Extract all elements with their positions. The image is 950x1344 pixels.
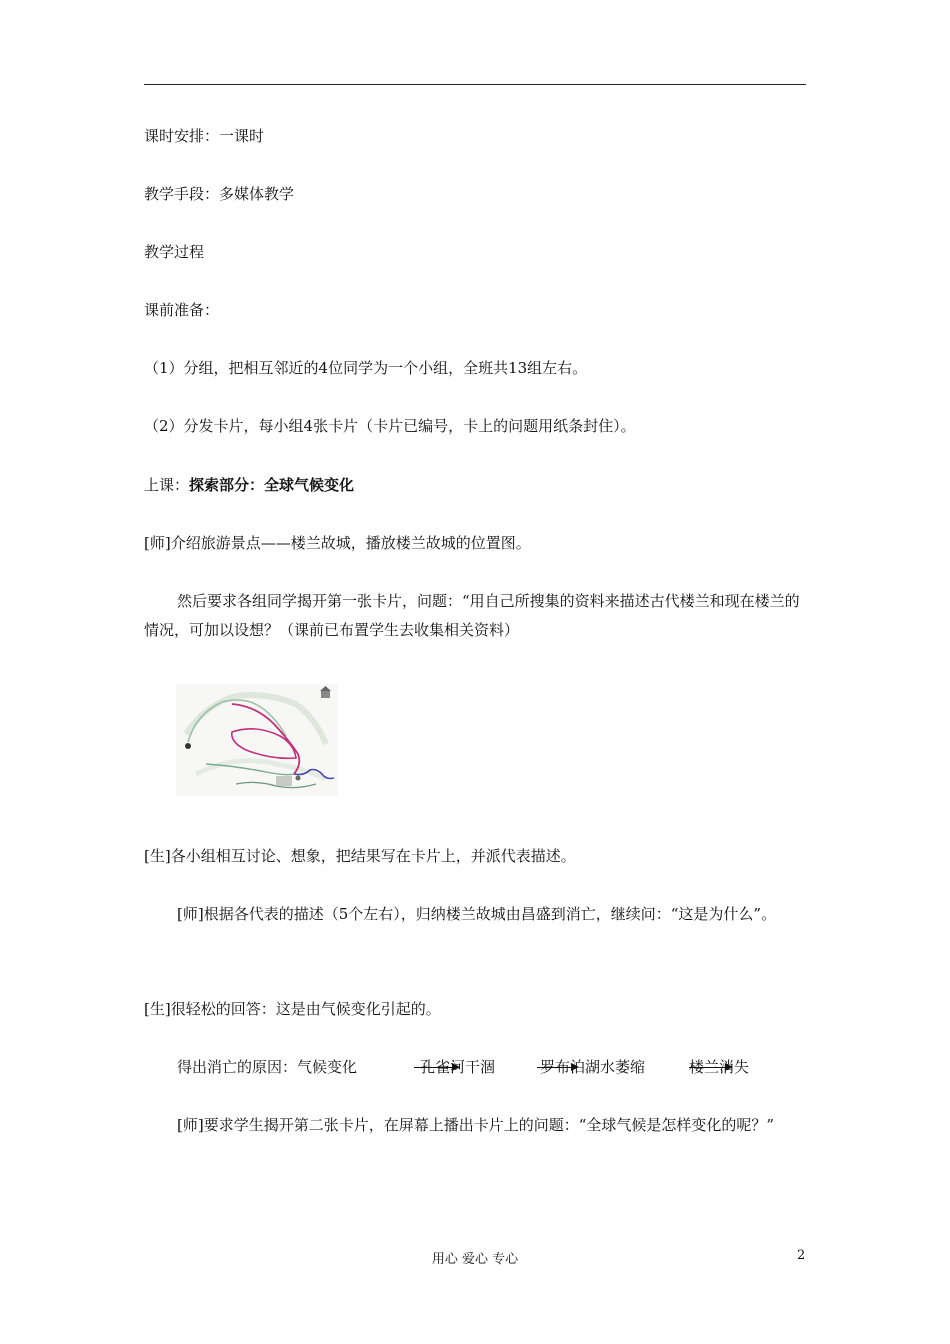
- flow-step-lake: 罗布泊湖水萎缩: [540, 1058, 646, 1076]
- map-image: [176, 684, 338, 796]
- flow-step-loulan: 楼兰消失: [689, 1058, 750, 1076]
- header-rule: [144, 84, 806, 85]
- flow-step-river: 孔雀河干涸: [420, 1058, 496, 1076]
- preparation-heading: 课前准备：: [144, 301, 220, 319]
- preparation-step-2: （2）分发卡片，每小组4张卡片（卡片已编号，卡上的问题用纸条封住）。: [144, 417, 636, 435]
- class-section-heading: [144, 471, 806, 500]
- second-card-question: [师]要求学生揭开第二张卡片，在屏幕上播出卡片上的问题：“全球气候是怎样变化的呢？”: [177, 1116, 775, 1134]
- student-discussion: [生]各小组相互讨论、想象，把结果写在卡片上，并派代表描述。: [144, 847, 576, 865]
- arrow-icon: [414, 1067, 458, 1068]
- cause-flow: [144, 1053, 806, 1082]
- lesson-hours: 课时安排：一课时: [144, 127, 265, 145]
- teaching-method: 教学手段：多媒体教学: [144, 185, 295, 203]
- first-card-question: 然后要求各组同学揭开第一张卡片，问题：“用自己所搜集的资料来描述古代楼兰和现在楼兰的情况，可加以设想？（课前已布置学生去收集相关资料）: [144, 592, 800, 639]
- page-number: 2: [797, 1248, 806, 1263]
- footer-motto: 用心 爱心 专心: [431, 1252, 519, 1267]
- teacher-intro: [师]介绍旅游景点——楼兰故城，播放楼兰故城的位置图。: [144, 534, 531, 552]
- flow-label: 得出消亡的原因：气候变化: [177, 1058, 358, 1076]
- arrow-icon: [689, 1067, 731, 1068]
- teaching-process-heading: 教学过程: [144, 243, 205, 261]
- class-label: 上课：: [144, 476, 190, 494]
- teacher-summary: [师]根据各代表的描述（5个左右），归纳楼兰故城由昌盛到消亡，继续问：“这是为什么”。: [177, 905, 777, 923]
- preparation-step-1: （1）分组，把相互邻近的4位同学为一个小组，全班共13组左右。: [144, 359, 588, 377]
- arrow-icon: [537, 1067, 577, 1068]
- student-answer: [生]很轻松的回答：这是由气候变化引起的。: [144, 1000, 441, 1018]
- section-title: 探索部分：全球气候变化: [189, 476, 355, 494]
